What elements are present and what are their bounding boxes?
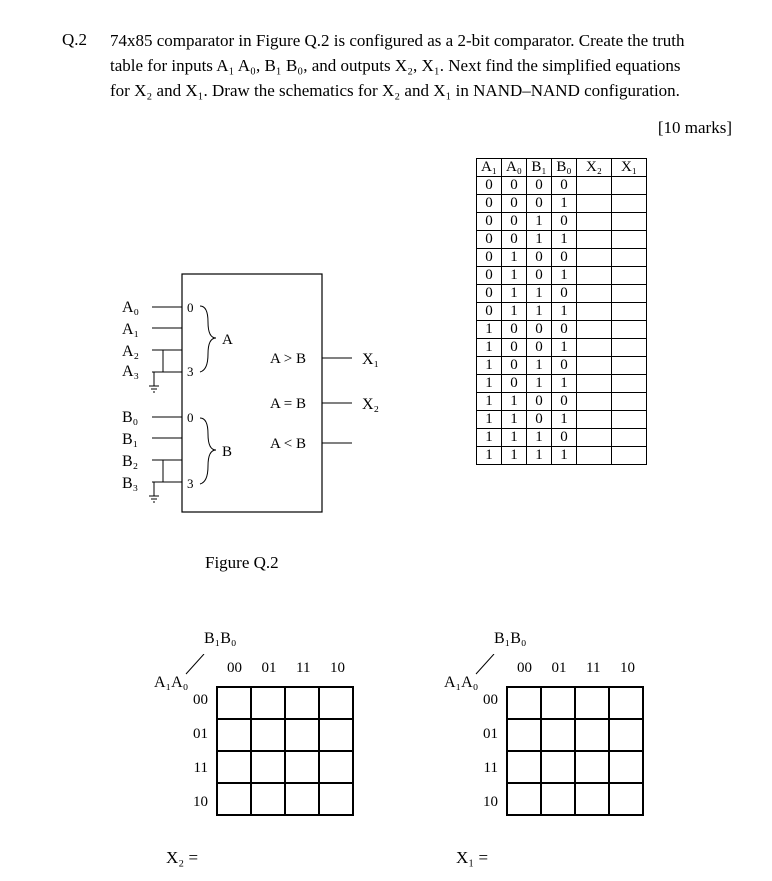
truth-table-cell: 1 bbox=[502, 393, 527, 411]
truth-table-cell: 1 bbox=[502, 303, 527, 321]
group-b-label: B bbox=[222, 444, 233, 460]
output-gt: A > B bbox=[270, 351, 306, 367]
truth-table-cell: 1 bbox=[477, 321, 502, 339]
truth-table-cell: 0 bbox=[527, 321, 552, 339]
truth-table-cell bbox=[577, 213, 612, 231]
kmap-right-col-var: B₁B₀ bbox=[494, 630, 527, 647]
truth-table-cell: 1 bbox=[502, 447, 527, 465]
truth-table-cell bbox=[612, 411, 647, 429]
truth-table-row bbox=[477, 213, 647, 231]
truth-table-cell: 0 bbox=[552, 321, 577, 339]
truth-table-cell bbox=[577, 195, 612, 213]
input-b3: B₃ bbox=[122, 475, 139, 492]
truth-table-cell bbox=[612, 285, 647, 303]
truth-table-cell: 1 bbox=[477, 429, 502, 447]
truth-table-cell: 1 bbox=[552, 375, 577, 393]
truth-table-cell bbox=[612, 357, 647, 375]
truth-table-cell: 0 bbox=[502, 357, 527, 375]
truth-table-row bbox=[477, 375, 647, 393]
truth-table-cell: 0 bbox=[552, 177, 577, 195]
output-eq: A = B bbox=[270, 396, 306, 412]
truth-table-cell: 1 bbox=[527, 447, 552, 465]
truth-table-cell: 1 bbox=[527, 303, 552, 321]
truth-table-cell: 1 bbox=[527, 285, 552, 303]
truth-table-cell: 1 bbox=[477, 447, 502, 465]
truth-table-cell bbox=[577, 285, 612, 303]
truth-table-row bbox=[477, 321, 647, 339]
truth-table-cell bbox=[612, 213, 647, 231]
truth-table-cell: 0 bbox=[477, 249, 502, 267]
truth-table-cell: 1 bbox=[477, 339, 502, 357]
truth-table-cell: 0 bbox=[527, 267, 552, 285]
input-a0: A₀ bbox=[122, 299, 140, 316]
truth-table-cell: 1 bbox=[552, 339, 577, 357]
truth-table-cell: 0 bbox=[502, 195, 527, 213]
truth-table-cell: 1 bbox=[552, 447, 577, 465]
marks-label: [10 marks] bbox=[657, 118, 732, 137]
truth-table-cell bbox=[577, 393, 612, 411]
input-b2: B₂ bbox=[122, 453, 139, 470]
truth-table-row bbox=[477, 195, 647, 213]
truth-table-cell: 1 bbox=[502, 249, 527, 267]
kmap-right-row-label-0: 00 bbox=[483, 692, 498, 708]
truth-table-cell: 1 bbox=[502, 411, 527, 429]
output-lt: A < B bbox=[270, 436, 306, 452]
truth-table-row bbox=[477, 303, 647, 321]
question-line-1: 74x85 comparator in Figure Q.2 is configured as a 2-bit comparator. Create the truth bbox=[110, 31, 685, 50]
truth-table-cell bbox=[577, 357, 612, 375]
truth-table-cell: 1 bbox=[477, 375, 502, 393]
comparator-figure bbox=[100, 260, 400, 540]
truth-table-cell: 0 bbox=[477, 231, 502, 249]
pin-a3: 3 bbox=[187, 364, 194, 379]
truth-table-cell bbox=[612, 429, 647, 447]
truth-table-cell: 0 bbox=[527, 393, 552, 411]
kmap-right-row-label-1: 01 bbox=[483, 726, 498, 742]
truth-table-cell: 1 bbox=[477, 411, 502, 429]
truth-table-row bbox=[477, 177, 647, 195]
truth-table-cell bbox=[612, 447, 647, 465]
kmap-left-output: X₂ = bbox=[166, 848, 199, 867]
truth-table-cell bbox=[577, 375, 612, 393]
truth-table-row bbox=[477, 267, 647, 285]
truth-table-cell: 1 bbox=[477, 357, 502, 375]
question-line-2: table for inputs A₁ A₀, B₁ B₀, and outputs X₂, X₁. Next find the simplified equations bbox=[110, 56, 681, 75]
truth-table-row bbox=[477, 357, 647, 375]
truth-table-cell: 0 bbox=[552, 393, 577, 411]
input-a2: A₂ bbox=[122, 343, 140, 360]
truth-table-cell: 1 bbox=[477, 393, 502, 411]
truth-table-cell bbox=[577, 231, 612, 249]
question-number: Q.2 bbox=[62, 30, 88, 49]
truth-table-cell bbox=[577, 303, 612, 321]
truth-table-cell: 1 bbox=[552, 195, 577, 213]
truth-table-cell bbox=[577, 339, 612, 357]
truth-table-cell: 0 bbox=[552, 429, 577, 447]
truth-table-cell bbox=[612, 249, 647, 267]
truth-table-cell: 0 bbox=[527, 249, 552, 267]
truth-table-cell: 0 bbox=[477, 267, 502, 285]
a-inputs bbox=[122, 299, 233, 392]
kmap-right-row-label-3: 10 bbox=[483, 794, 498, 810]
kmap-left-row-label-1: 01 bbox=[193, 726, 208, 742]
truth-table-row bbox=[477, 429, 647, 447]
outputs bbox=[270, 351, 379, 452]
input-a3: A₃ bbox=[122, 363, 140, 380]
kmap-right bbox=[440, 630, 660, 870]
truth-table-cell: 1 bbox=[527, 231, 552, 249]
truth-table-cell: 0 bbox=[552, 213, 577, 231]
truth-table-header-row bbox=[477, 159, 647, 177]
kmap-right-row-label-2: 11 bbox=[483, 760, 498, 776]
figure-caption: Figure Q.2 bbox=[205, 553, 279, 572]
input-b0: B₀ bbox=[122, 409, 139, 426]
truth-table-cell: 0 bbox=[502, 321, 527, 339]
header-b0: B₀ bbox=[552, 159, 577, 177]
kmap-right-grid bbox=[506, 686, 644, 816]
truth-table-cell: 0 bbox=[477, 195, 502, 213]
truth-table-cell bbox=[577, 429, 612, 447]
pin-b3: 3 bbox=[187, 476, 194, 491]
truth-table-row bbox=[477, 249, 647, 267]
truth-table-cell: 0 bbox=[477, 285, 502, 303]
truth-table-cell bbox=[577, 267, 612, 285]
truth-table-row bbox=[477, 231, 647, 249]
truth-table-cell bbox=[612, 393, 647, 411]
kmap-left-col-labels: 00 01 11 10 bbox=[227, 660, 345, 676]
truth-table-cell: 0 bbox=[502, 231, 527, 249]
question-line-3: for X₂ and X₁. Draw the schematics for X₂ and X₁ in NAND–NAND configuration. bbox=[110, 81, 680, 100]
label-x2: X₂ bbox=[362, 396, 380, 413]
question-text bbox=[110, 28, 740, 103]
header-b1: B₁ bbox=[527, 159, 552, 177]
truth-table-cell: 1 bbox=[552, 267, 577, 285]
truth-table-cell: 0 bbox=[552, 285, 577, 303]
truth-table-cell: 1 bbox=[527, 357, 552, 375]
kmap-right-row-var: A₁A₀ bbox=[444, 674, 479, 691]
truth-table-cell: 0 bbox=[502, 177, 527, 195]
truth-table-row bbox=[477, 285, 647, 303]
truth-table-row bbox=[477, 447, 647, 465]
pin-a0: 0 bbox=[187, 300, 194, 315]
input-a1: A₁ bbox=[122, 321, 140, 338]
truth-table-row bbox=[477, 393, 647, 411]
kmap-left-row-label-3: 10 bbox=[193, 794, 208, 810]
header-a1: A₁ bbox=[477, 159, 502, 177]
truth-table-cell: 1 bbox=[527, 429, 552, 447]
header-x2: X₂ bbox=[577, 159, 612, 177]
truth-table bbox=[476, 158, 647, 465]
kmap-left-row-label-0: 00 bbox=[193, 692, 208, 708]
truth-table-cell: 1 bbox=[552, 231, 577, 249]
truth-table-cell: 0 bbox=[502, 375, 527, 393]
truth-table-cell: 1 bbox=[527, 375, 552, 393]
kmap-right-output: X₁ = bbox=[456, 848, 489, 867]
truth-table-cell bbox=[612, 231, 647, 249]
truth-table-cell: 0 bbox=[552, 357, 577, 375]
truth-table-cell bbox=[612, 321, 647, 339]
truth-table-cell bbox=[577, 249, 612, 267]
truth-table-cell: 1 bbox=[552, 303, 577, 321]
truth-table-cell bbox=[577, 177, 612, 195]
truth-table-cell: 1 bbox=[527, 213, 552, 231]
truth-table-cell bbox=[577, 411, 612, 429]
truth-table-cell: 1 bbox=[502, 285, 527, 303]
kmap-left-row-var: A₁A₀ bbox=[154, 674, 189, 691]
truth-table-cell bbox=[612, 267, 647, 285]
truth-table-cell bbox=[612, 375, 647, 393]
truth-table-cell: 0 bbox=[477, 303, 502, 321]
kmap-right-col-labels: 00 01 11 10 bbox=[517, 660, 635, 676]
truth-table-cell: 0 bbox=[527, 177, 552, 195]
truth-table-cell: 0 bbox=[527, 411, 552, 429]
pin-b0: 0 bbox=[187, 410, 194, 425]
input-b1: B₁ bbox=[122, 431, 139, 448]
truth-table-cell: 0 bbox=[502, 339, 527, 357]
truth-table-cell bbox=[612, 303, 647, 321]
truth-table-cell: 1 bbox=[502, 267, 527, 285]
label-x1: X₁ bbox=[362, 351, 380, 368]
kmap-left-row-label-2: 11 bbox=[193, 760, 208, 776]
kmap-left-grid bbox=[216, 686, 354, 816]
b-inputs bbox=[122, 409, 232, 502]
kmap-left-col-var: B₁B₀ bbox=[204, 630, 237, 647]
truth-table-cell: 0 bbox=[477, 177, 502, 195]
truth-table-row bbox=[477, 339, 647, 357]
truth-table-cell bbox=[612, 339, 647, 357]
truth-table-cell: 1 bbox=[552, 411, 577, 429]
kmap-left bbox=[150, 630, 370, 870]
truth-table-cell: 0 bbox=[552, 249, 577, 267]
truth-table-cell: 0 bbox=[477, 213, 502, 231]
chip-body bbox=[182, 274, 322, 512]
group-a-label: A bbox=[222, 332, 233, 348]
truth-table-cell bbox=[577, 321, 612, 339]
truth-table-cell bbox=[577, 447, 612, 465]
truth-table-cell: 0 bbox=[527, 339, 552, 357]
kmap-left-diagonal bbox=[184, 654, 206, 676]
truth-table-row bbox=[477, 411, 647, 429]
header-x1: X₁ bbox=[612, 159, 647, 177]
truth-table-cell: 0 bbox=[527, 195, 552, 213]
header-a0: A₀ bbox=[502, 159, 527, 177]
truth-table-cell bbox=[612, 195, 647, 213]
truth-table-cell: 0 bbox=[502, 213, 527, 231]
truth-table-cell bbox=[612, 177, 647, 195]
kmap-right-diagonal bbox=[474, 654, 496, 676]
truth-table-cell: 1 bbox=[502, 429, 527, 447]
